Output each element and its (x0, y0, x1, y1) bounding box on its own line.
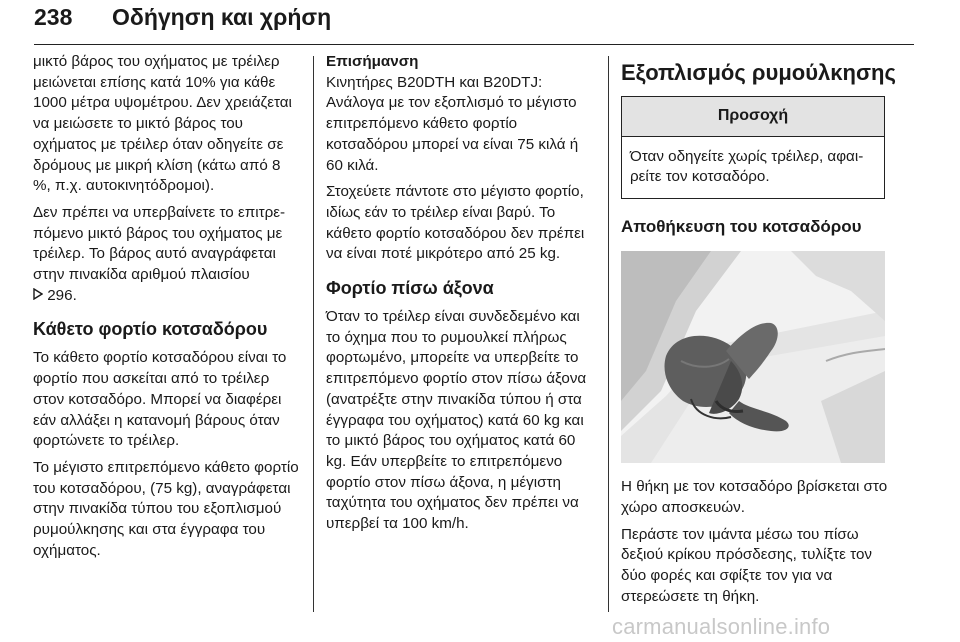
paragraph-text: Δεν πρέπει να υπερβαίνετε το επιτρεπόμενο μικτό βάρος του οχήματος με τρέιλερ. Το βάρος αυτό αναγράφεται στην πινακίδα αριθμού πλαισίου (33, 203, 286, 284)
column-2 (326, 52, 594, 541)
paragraph: Όταν το τρέιλερ είναι συνδεδεμένο και το όχημα που το ρυμουλκεί πλήρως φορτωμένο, μπορείτε να υπερβείτε το επιτρεπόμενο φορτίο στον πίσω άξονα (ανατρέξτε στην πινακίδα τύπου ή στα έγγραφα του οχήματος) κατά 60 kg και το μικτό βάρος του οχήματος κατά 60 kg. Εάν υπερβείτε το επιτρεπόμενο φορτίο στον πίσω άξονα, η μέγιστη ταχύτητα του οχήματος δεν πρέπει να υπερβεί τα 100 km/h. (326, 308, 587, 533)
note (326, 52, 594, 176)
paragraph: Το μέγιστο επιτρεπόμενο κάθετο φορτίο του κοτσαδόρου, (75 kg), αναγράφεται στην πινακίδα τύπου του εξοπλισμού ρυμούλκησης και στα έγγραφα του οχήματος. (33, 458, 299, 559)
header-rule (34, 44, 914, 45)
column-divider-1 (313, 56, 314, 612)
page-number: 238 (34, 4, 73, 30)
page-title: Οδήγηση και χρήση (112, 4, 332, 30)
section-heading: Κάθετο φορτίο κοτσαδόρου (33, 319, 268, 340)
column-3 (621, 52, 896, 613)
caution-text: Όταν οδηγείτε χωρίς τρέιλερ, αφαιρείτε τον κοτσαδόρο. (630, 147, 864, 186)
section-heading: Φορτίο πίσω άξονα (326, 278, 494, 299)
paragraph: Στοχεύετε πάντοτε στο μέγιστο φορτίο, ιδίως εάν το τρέιλερ είναι βαρύ. Το κάθετο φορτίο κοτσαδόρου δεν πρέπει να είναι ποτέ μικρότερο από 25 kg. (326, 183, 585, 263)
caution-title: Προσοχή (622, 97, 884, 137)
paragraph: μικτό βάρος του οχήματος με τρέιλερ μειώνεται επίσης κατά 10% για κάθε 1000 μέτρα υψομέτρου. Δεν χρειάζεται να μειώσετε το μικτό βάρος του οχήματος με τρέιλερ όταν οδηγείτε σε δρόμους με μικρή κλίση (κάτω από 8 %, π.χ. αυτοκινητόδρομοι). (33, 53, 292, 195)
triangle-right-icon (33, 287, 43, 304)
subsection-heading: Αποθήκευση του κοτσαδόρου (621, 217, 862, 237)
caution-box (621, 96, 885, 199)
note-title: Επισήμανση (326, 53, 419, 70)
watermark: carmanualsonline.info (612, 614, 831, 639)
paragraph: Περάστε τον ιμάντα μέσω του πίσω δεξιού κρίκου πρόσδεσης, τυλίξτε τον δύο φορές και σφίξτε τον για να στερεώσετε τη θήκη. (621, 525, 872, 605)
page-reference[interactable]: 296. (47, 286, 77, 304)
paragraph: Η θήκη με τον κοτσαδόρο βρίσκεται στο χώρο αποσκευών. (621, 478, 888, 516)
tow-bar-bag-in-trunk-image (621, 251, 885, 463)
paragraph: Το κάθετο φορτίο κοτσαδόρου είναι το φορτίο που ασκείται από το τρέιλερ στον κοτσαδόρο. Μπορεί να διαφέρει εάν αλλάξει η κατανομή βάρους όταν φορτώνετε το τρέιλερ. (33, 349, 287, 450)
column-divider-2 (608, 56, 609, 612)
column-1 (33, 52, 301, 567)
paragraph (33, 203, 301, 307)
note-text: Κινητήρες B20DTH και B20DTJ: Ανάλογα με τον εξοπλισμό το μέγιστο επιτρεπόμενο κάθετο φορτίο κοτσαδόρου μπορεί να είναι 75 κιλά ή 60 κιλά. (326, 73, 579, 174)
section-heading: Εξοπλισμός ρυμούλκησης (621, 60, 896, 85)
